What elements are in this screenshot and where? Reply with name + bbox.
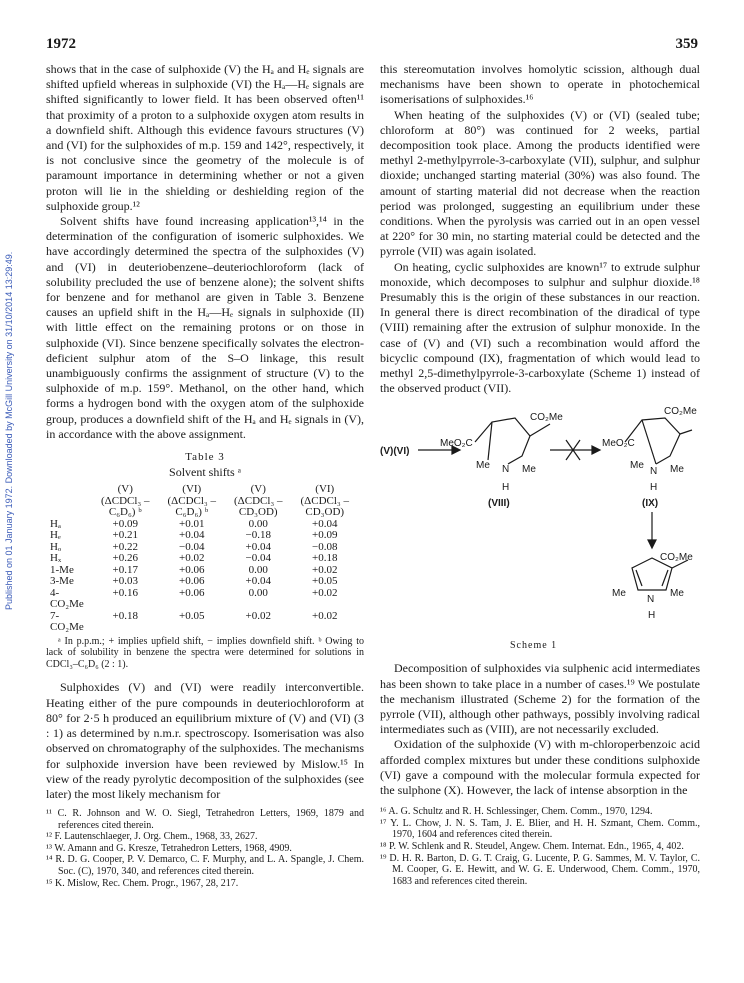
- atom-label: N: [647, 594, 655, 606]
- table-header: (ΔCDCl₃ –: [101, 494, 150, 507]
- footnote: ¹⁶ A. G. Schultz and R. H. Schlessinger, Chem. Comm., 1970, 1294.: [380, 806, 653, 818]
- paragraph: On heating, cyclic sulphoxides are known¹⁷ to extrude sulphur monoxide, which decomposes to sulphur and sulphur dioxide.¹⁸ Presumably this is the origin of these substances in our reaction. In general there is direct recombination of the diradical of type (VIII) remaining after the extrusion of sulphur monoxide. In the case of (V) and (VI) such a recombination would afford the bicyclic compound (IX), fragmentation of which would lead to methyl 2,5-dimethylpyrrole-3-carboxylate (Scheme 1) instead of the observed product (VII).: [380, 259, 700, 396]
- page-number-right: 359: [675, 36, 698, 52]
- table-cell: +0.02: [312, 563, 338, 576]
- substituent-label: MeO₂C: [602, 438, 635, 450]
- table-cell: 0.00: [248, 563, 268, 576]
- scheme-caption: Scheme 1: [510, 640, 558, 652]
- substituent-label: Me: [522, 464, 536, 476]
- row-label: 7-CO₂Me: [50, 609, 84, 634]
- arrow-head-icon: [648, 540, 656, 548]
- ring-bond: [488, 422, 492, 460]
- table-cell: +0.05: [312, 575, 338, 588]
- atom-label: H: [650, 482, 658, 494]
- table-row: [48, 611, 358, 634]
- substituent-label: Me: [670, 464, 684, 476]
- table-cell: +0.02: [312, 586, 338, 599]
- table-cell: +0.04: [245, 540, 271, 553]
- table-cell: +0.06: [179, 575, 205, 588]
- paragraph: Solvent shifts have found increasing application¹³,¹⁴ in the determination of the configuration of isomeric sulphoxides. We have accordingly determined the spectra of the sulphoxides (V) and (VI) in deuteriobenzene–deuteriochloroform (lack of solubility precluded the use of benzene alone); the solvent shifts for benzene and for methanol are given in Table 3. Benzene causes an upfield shift in the Hₐ—Hₑ signals in sulphoxide (II) with little effect on the remaining protons or on those in sulphoxide (VI). Since benzene specifically solvates the electron-deficient sulphur atom of the S–O linkage, this result unambiguously confirms the assignment of structure (V) to the sulphoxide of m.p. 159°. Methanol, on the other hand, which forms a hydrogen bond with the oxygen atom of the sulphoxide group, produces a downfield shift of the Hₐ and Hₑ signals in (V), in accordance with the above assignment.: [46, 214, 364, 441]
- row-label: 3-Me: [50, 575, 74, 588]
- substituent-label: CO₂Me: [530, 412, 563, 424]
- row-label: Hₓ: [50, 552, 62, 565]
- footnote: ¹⁸ P. W. Schlenk and R. Steudel, Angew. Chem. Internat. Edn., 1965, 4, 402.: [380, 841, 684, 853]
- row-label: 4-CO₂Me: [50, 586, 84, 611]
- compound-label: (IX): [642, 498, 659, 510]
- row-label: Hₐ: [50, 517, 61, 530]
- table-header: (V): [250, 483, 266, 496]
- row-label: Hₑ: [50, 529, 61, 542]
- double-bond: [636, 570, 642, 586]
- table-cell: −0.04: [245, 552, 271, 565]
- table-cell: +0.18: [112, 609, 138, 622]
- table-cell: +0.02: [312, 609, 338, 622]
- table-cell: −0.08: [312, 540, 338, 553]
- paragraph: shows that in the case of sulphoxide (V) the Hₐ and Hₑ signals are shifted upfield whereas in sulphoxide (VI) the Hₐ—Hₑ signals are shifted significantly to lower field. It has been observed often¹¹ that proximity of a proton to a sulphoxide oxygen atom results in a downfield shift. Although this evidence favours structures (V) and (VI) for the sulphoxides of m.p. 159 and 142°, respectively, it is not conclusive since the geometry of the molecule is of paramount importance in determining whether or not a given proton will lie in the shielding or deshielding region of the sulphoxide group.¹²: [46, 62, 364, 213]
- table-header: (VI): [182, 483, 202, 496]
- bridge-bond: [642, 420, 656, 464]
- table-cell: 0.00: [248, 517, 268, 530]
- table-header: CD₃OD): [305, 506, 345, 519]
- row-label: 1-Me: [50, 563, 74, 576]
- table-footnote: ᵃ In p.p.m.; + implies upfield shift, − implies downfield shift. ᵇ Owing to lack of solubility in benzene the spectra were determined for solutions in CDCl₃–C₆D₆ (2 : 1).: [46, 635, 364, 670]
- table-cell: +0.16: [112, 586, 138, 599]
- table-subtitle: Solvent shifts ᵃ: [169, 465, 241, 480]
- footnotes-left: [46, 808, 364, 889]
- table-cell: +0.26: [112, 552, 138, 565]
- paragraph: Oxidation of the sulphoxide (V) with m-chloroperbenzoic acid afforded complex mixtures but under these conditions sulphoxide (VI) gave a compound with the molecular formula expected for the sulphone (X). However, the lack of intense absorption in the: [380, 737, 700, 798]
- table-header: (VI): [315, 483, 335, 496]
- footnote: ¹² F. Lautenschlaeger, J. Org. Chem., 1968, 33, 2627.: [46, 831, 258, 843]
- paragraph: this stereomutation involves homolytic scission, although dual mechanisms have been shown to operate in photochemical isomerisations of sulphoxides.¹⁶: [380, 62, 700, 107]
- table-cell: +0.04: [312, 517, 338, 530]
- table-cell: +0.03: [112, 575, 138, 588]
- table-cell: +0.01: [179, 517, 205, 530]
- table-header: (ΔCDCl₃ –: [300, 494, 349, 507]
- table-cell: −0.18: [245, 529, 271, 542]
- scheme-1: [380, 400, 700, 655]
- footnotes-right: [380, 806, 700, 887]
- table-cell: 0.00: [248, 586, 268, 599]
- table-row: [48, 588, 358, 611]
- table-cell: +0.18: [312, 552, 338, 565]
- substituent-label: MeO₂C: [440, 438, 473, 450]
- table-cell: +0.04: [245, 575, 271, 588]
- table-cell: +0.02: [179, 552, 205, 565]
- table-cell: +0.22: [112, 540, 138, 553]
- footnote: ¹⁹ D. H. R. Barton, D. G. T. Craig, G. Lucente, P. G. Sammes, M. V. Taylor, C. M. Cooper, G. E. Hewitt, and W. G. E. Underwood, Chem. Comm., 1970, 1683 and references cited therein.: [380, 852, 700, 887]
- footnote: ¹⁷ Y. L. Chow, J. N. S. Tam, J. E. Blier, and H. H. Szmant, Chem. Comm., 1970, 1604 and references cited therein.: [380, 817, 700, 841]
- substituent-label: Me: [670, 588, 684, 600]
- table-cell: +0.21: [112, 529, 138, 542]
- row-label: Hₒ: [50, 540, 62, 553]
- table-caption: Table 3: [185, 451, 225, 464]
- reactant-label: (V)(VI): [380, 446, 410, 458]
- table-cell: +0.17: [112, 563, 138, 576]
- table-cell: +0.04: [179, 529, 205, 542]
- solvent-shift-table: [48, 484, 358, 634]
- atom-label: N: [650, 466, 658, 478]
- table-cell: +0.09: [312, 529, 338, 542]
- double-bond: [662, 570, 668, 586]
- table-cell: +0.05: [179, 609, 205, 622]
- substituent-bond: [530, 424, 550, 436]
- substituent-bond: [680, 430, 692, 434]
- paragraph: Sulphoxides (V) and (VI) were readily interconvertible. Heating either of the pure compounds in deuteriochloroform at 80° for 2·5 h produced an equilibrium mixture of (V) and (VI) (3 : 1) as determined by n.m.r. spectroscopy. Isomerisation was also observed on chromatography of the sulphoxides. The mechanisms for sulphoxide inversion have been reviewed by Mislow.¹⁵ In view of the ready pyrolytic decomposition of the sulphoxides (see later) the most likely mechanism for: [46, 680, 364, 801]
- left-column: [46, 62, 364, 889]
- footnote: ¹⁵ K. Mislow, Rec. Chem. Progr., 1967, 28, 217.: [46, 877, 239, 889]
- footnote: ¹¹ C. R. Johnson and W. O. Siegl, Tetrahedron Letters, 1969, 1879 and references cited therein.: [46, 808, 364, 831]
- download-watermark: Published on 01 January 1972. Downloaded by McGill University on 31/10/2014 13:29:49.: [4, 251, 14, 610]
- atom-label: H: [648, 610, 656, 622]
- table-header: CD₃OD): [238, 506, 278, 519]
- table-header: (ΔCDCl₃ –: [234, 494, 283, 507]
- page-number-left: 1972: [46, 36, 76, 52]
- table-cell: −0.04: [179, 540, 205, 553]
- atom-label: H: [502, 482, 510, 494]
- substituent-label: Me: [612, 588, 626, 600]
- table-cell: +0.02: [245, 609, 271, 622]
- compound-label: (VIII): [488, 498, 510, 510]
- paragraph: Decomposition of sulphoxides via sulphenic acid intermediates has been shown to take place in a number of cases.¹⁹ We postulate the mechanism illustrated (Scheme 2) for the formation of the pyrrole (VII), although other pathways, possibly involving radical intermediates such as (VIII), are not necessarily excluded.: [380, 661, 700, 737]
- table-header: C₆D₆) ᵇ: [175, 506, 209, 519]
- arrow-head-icon: [592, 446, 600, 454]
- substituent-label: Me: [476, 460, 490, 472]
- table-header: (V): [117, 483, 133, 496]
- substituent-label: CO₂Me: [664, 406, 697, 418]
- footnote: ¹³ W. Amann and G. Kresze, Tetrahedron Letters, 1968, 4909.: [46, 842, 292, 854]
- right-column: [380, 62, 700, 887]
- footnote: ¹⁴ R. D. G. Cooper, P. V. Demarco, C. F. Murphy, and L. A. Spangle, J. Chem. Soc. (C), 1970, 340, and references cited therein.: [46, 854, 364, 878]
- table-header: (ΔCDCl₃ –: [167, 494, 216, 507]
- table-cell: +0.06: [179, 586, 205, 599]
- paragraph: When heating of the sulphoxides (V) or (VI) (sealed tube; chloroform at 80°) was continued for 2 weeks, partial decomposition took place. Among the products identified were methyl 2-methylpyrrole-3-carboxylate (VII), sulphur, and sulphur dioxide; unchanged starting material (30%) was also found. The amount of starting material did not decrease when the reaction period was prolonged, suggesting an equilibrium under these conditions. When the pyrolysis was carried out in an open vessel at 220° for 30 min, no starting material could be detected and the pyrrole (VII) was again isolated.: [380, 107, 700, 259]
- substituent-label: CO₂Me: [660, 552, 693, 564]
- substituent-label: Me: [630, 460, 644, 472]
- table-cell: +0.09: [112, 517, 138, 530]
- table-cell: +0.06: [179, 563, 205, 576]
- atom-label: N: [502, 464, 510, 476]
- table-header: C₆D₆) ᵇ: [108, 506, 142, 519]
